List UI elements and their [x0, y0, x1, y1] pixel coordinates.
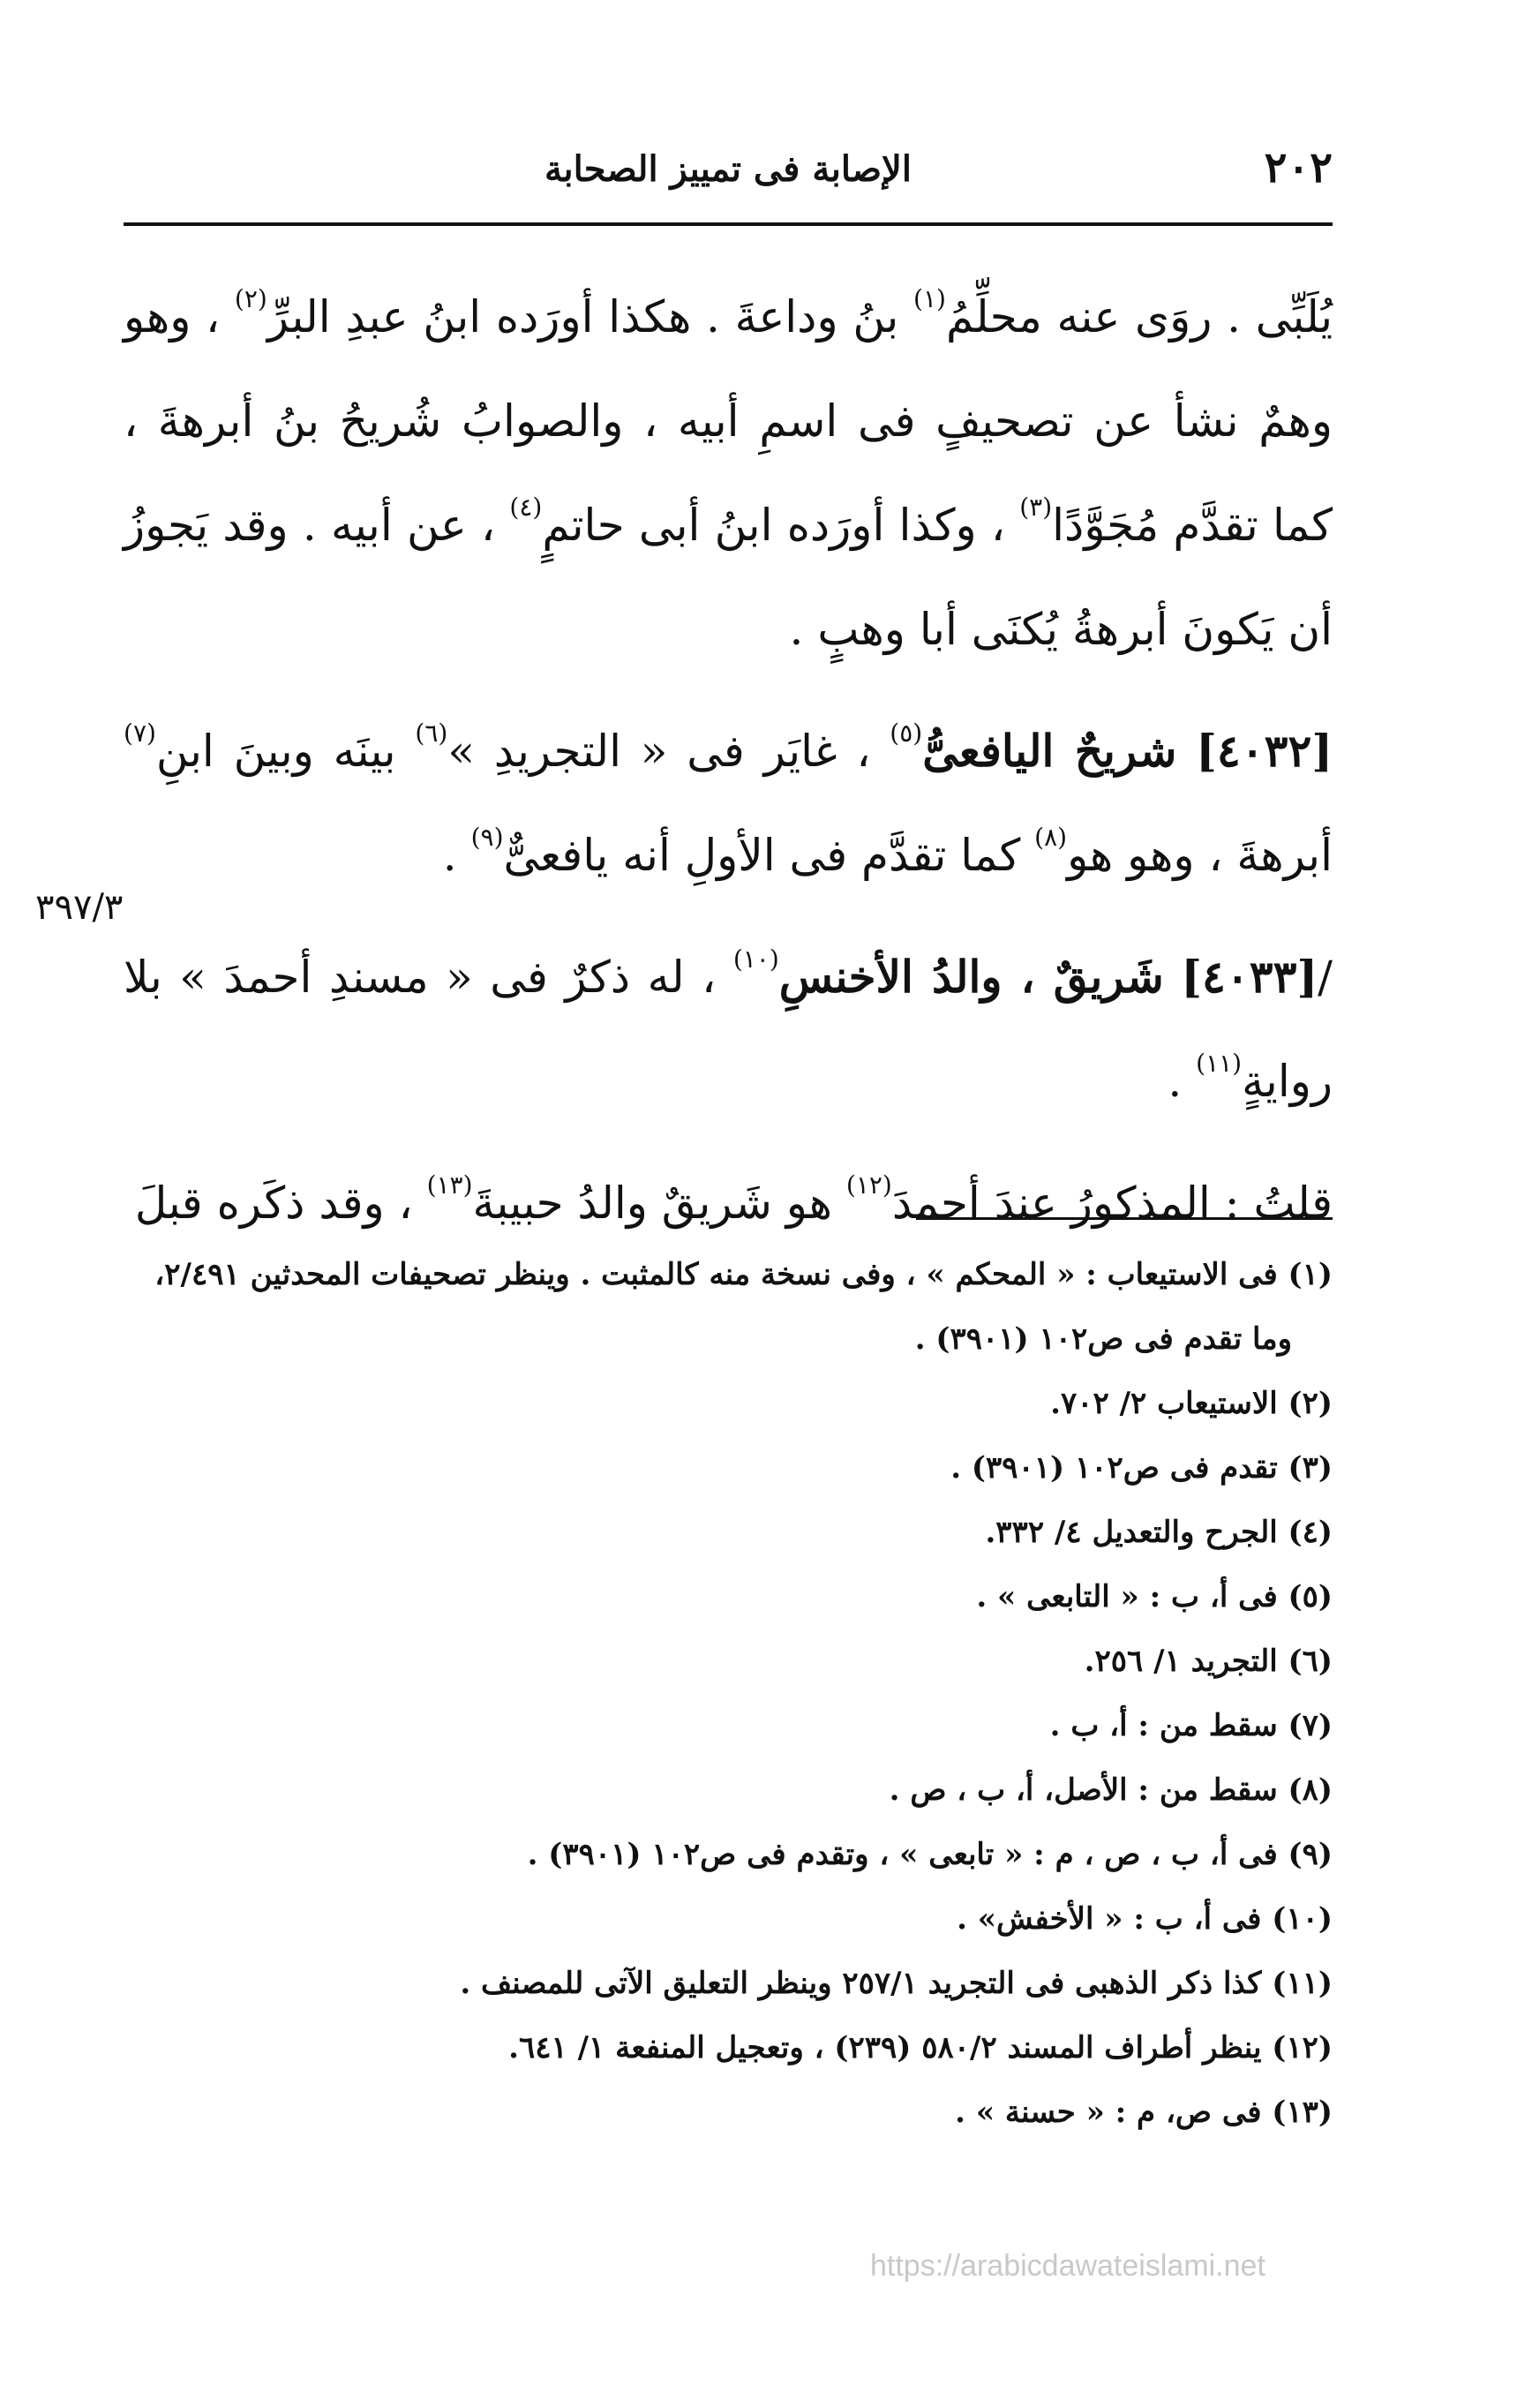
main-text	[124, 265, 1333, 1255]
footnote-ref[interactable]: (١١)	[1196, 1049, 1243, 1078]
footnote-item: (١١) كذا ذكر الذهبى فى التجريد ٢٥٧/١ وينظر التعليق الآتى للمصنف .	[460, 1966, 1333, 2001]
text-run: .	[1168, 1056, 1197, 1107]
text-run: ، عن أبيه . وقد يَجوزُ أن يَكونَ أبرهةُ يُكنَى أبا وهبٍ .	[124, 500, 1333, 655]
text-run: بينَه وبينَ ابنِ	[155, 726, 416, 777]
footnote-item: (١٠) فى أ، ب : « الأخفش» .	[957, 1901, 1333, 1937]
footnote-item: (٥) فى أ، ب : « التابعى » .	[976, 1579, 1333, 1614]
footnote-item: (٧) سقط من : أ، ب .	[1049, 1708, 1333, 1743]
text-run: قلتُ : المذكورُ عندَ أحمدَ	[891, 1178, 1333, 1229]
paragraph-comment	[124, 1151, 1333, 1255]
running-title: الإصابة فى تمييز الصحابة	[544, 148, 912, 190]
footnote-ref[interactable]: (٥)	[890, 719, 923, 748]
text-run: هو شَريقٌ والدُ حبيبةَ	[472, 1178, 846, 1229]
text-run: .	[442, 830, 471, 881]
text-run: ، له ذكرٌ فى « مسندِ أحمدَ » بلا روايةٍ	[124, 952, 1333, 1107]
footnote-continuation: وما تقدم فى ص١٠٢ (٣٩٠١) .	[914, 1321, 1292, 1357]
text-run: أبرهةَ ، وهو هو	[1067, 830, 1333, 881]
footnote-item: (٤) الجرح والتعديل ٤/ ٣٣٢.	[985, 1515, 1333, 1550]
footnotes	[124, 1243, 1333, 2145]
text-run: كما تقدَّم فى الأولِ أنه يافعىٌّ	[503, 830, 1035, 881]
text-run: ، وقد ذكَره قبلَ	[134, 1178, 427, 1229]
footnote-ref[interactable]: (٩)	[470, 823, 504, 852]
footnote-item: (٦) التجريد ١/ ٢٥٦.	[1084, 1644, 1333, 1679]
footnote-rule	[916, 1217, 1333, 1220]
footnote-ref[interactable]: (١٠)	[732, 944, 779, 974]
text-run: ، وهو وهمٌ نشأ عن تصحيفٍ فى اسمِ أبيه ، والصوابُ شُريحُ بنُ أبرهةَ ، كما تقدَّم مُجَوَّدًا	[124, 291, 1333, 551]
footnote-item: (٣) تقدم فى ص١٠٢ (٣٩٠١) .	[950, 1450, 1333, 1486]
footnote-ref[interactable]: (١)	[913, 284, 946, 313]
footnote-item: (١٢) ينظر أطراف المسند ٥٨٠/٢ (٢٣٩) ، وتعجيل المنفعة ١/ ٦٤١.	[508, 2030, 1333, 2066]
entry-name: شريحٌ اليافعىُّ	[922, 725, 1177, 777]
footnote-ref[interactable]: (٨)	[1034, 823, 1068, 852]
footnote-ref[interactable]: (١٢)	[845, 1170, 892, 1200]
entry-number: [٤٠٣٣]	[1181, 951, 1318, 1003]
footnote-ref[interactable]: (٣)	[1019, 493, 1053, 522]
footnote-ref[interactable]: (٤)	[509, 493, 543, 522]
footnote-ref[interactable]: (١٣)	[426, 1170, 473, 1200]
page-number: ٢٠٢	[1264, 143, 1333, 192]
footnote-item: (٢) الاستيعاب ٢/ ٧٠٢.	[1050, 1386, 1333, 1421]
header-rule	[124, 222, 1333, 226]
footnote-item: (٩) فى أ، ب ، ص ، م : « تابعى » ، وتقدم فى ص١٠٢ (٣٩٠١) .	[527, 1837, 1333, 1872]
text-run: ، وكذا أورَده ابنُ أبى حاتمٍ	[542, 500, 1020, 551]
text-run: بنُ وداعةَ . هكذا أورَده ابنُ عبدِ البرِّ	[267, 291, 914, 342]
footnote-item: (١) فى الاستيعاب : « المحكم » ، وفى نسخة منه كالمثبت . وينظر تصحيفات المحدثين ٢/٤٩١، وما تقدم فى ص١٠٢ (٣٩٠١) .	[124, 1243, 1333, 1372]
watermark-url: https://arabicdawateislami.net	[870, 2249, 1265, 2283]
page-break-marker: /	[1318, 952, 1333, 1003]
text-run: يُلَبِّى . روَى عنه محلِّمُ	[945, 291, 1333, 342]
footnote-item: (١٣) فى ص، م : « حسنة » .	[955, 2095, 1333, 2130]
footnote-ref[interactable]: (٧)	[124, 719, 156, 748]
running-head	[124, 143, 1333, 205]
entry-name: شَريقٌ ، والدُ الأخنسِ	[778, 951, 1164, 1003]
entry-4032	[124, 699, 1333, 907]
entry-number: [٤٠٣٢]	[1196, 725, 1333, 777]
entry-4033	[124, 925, 1333, 1133]
margin-volume-page: ٣٩٧/٣	[35, 887, 124, 928]
footnote-item: (٨) سقط من : الأصل، أ، ب ، ص .	[889, 1772, 1333, 1808]
text-run: ، غايَر فى « التجريدِ »	[447, 726, 890, 777]
paragraph-1	[124, 265, 1333, 681]
footnote-ref[interactable]: (٦)	[415, 719, 448, 748]
footnote-ref[interactable]: (٢)	[234, 284, 267, 313]
